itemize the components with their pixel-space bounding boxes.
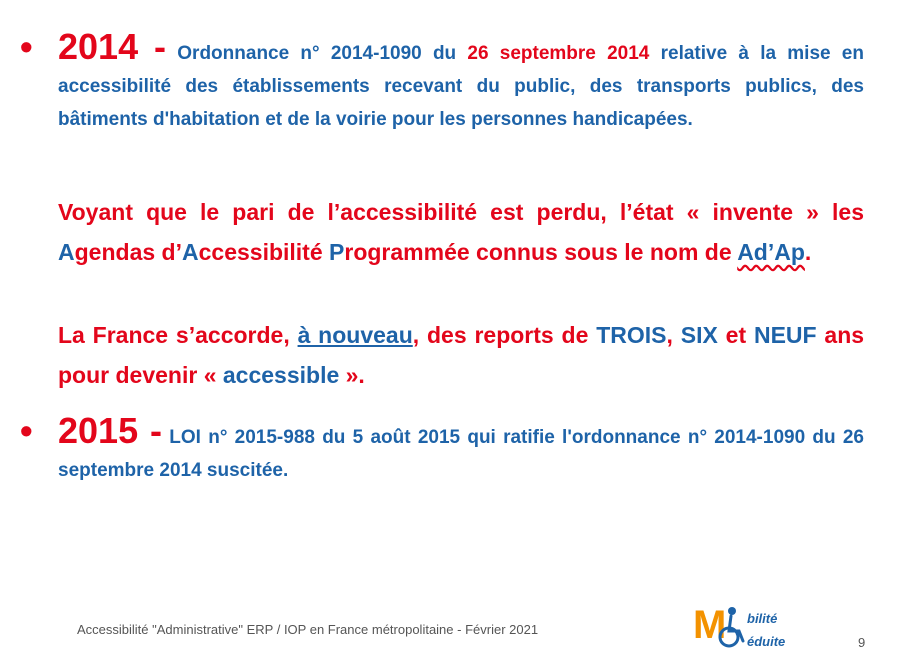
reports-comma: , — [666, 322, 673, 348]
logo-letter-m: M — [693, 603, 727, 647]
page-number: 9 — [858, 635, 866, 650]
paragraph-2015 — [58, 410, 864, 487]
reports-six: SIX — [680, 322, 718, 348]
reports-text: , des reports de — [412, 322, 589, 348]
adap-letter-p: P — [329, 239, 345, 265]
year-2014: 2014 - — [58, 26, 167, 67]
year-2015: 2015 - — [58, 410, 163, 451]
adap-letter-a2: A — [181, 239, 199, 265]
logo-text-reduite: éduite — [747, 634, 786, 649]
bullet-2014: • — [20, 26, 33, 67]
reports-neuf: NEUF — [753, 322, 817, 348]
logo-text-bilite: bilité — [747, 611, 778, 626]
adap-intro: Voyant que le pari de l’accessibilité est perdu, l’état « invente » les — [58, 199, 864, 225]
paragraph-2014 — [58, 26, 864, 136]
reports-accessible: accessible — [222, 362, 340, 388]
paragraph-reports — [58, 315, 864, 395]
reports-intro: La France s’accorde, — [58, 322, 290, 348]
reports-ans: ans pour devenir « — [58, 322, 865, 388]
loi-description: LOI n° 2015-988 du 5 août 2015 qui ratifie l'ordonnance n° 2014-1090 du 26 septembre 2014 suscitée. — [58, 427, 864, 481]
mobilite-reduite-logo — [693, 603, 803, 655]
reports-trois: TROIS — [596, 322, 667, 348]
footer-text: Accessibilité "Administrative" ERP / IOP en France métropolitaine - Février 2021 — [77, 622, 539, 637]
reports-close: ». — [345, 362, 365, 388]
reports-et: et — [725, 322, 747, 348]
adap-period: . — [804, 239, 812, 265]
adap-letter-a1: A — [58, 239, 75, 265]
bullet-2015: • — [20, 410, 33, 451]
adap-acronym: Ad’Ap — [737, 239, 805, 265]
ordonnance-description: relative à la mise en accessibilité des établissements recevant du public, des transports publics, des bâtiments d'habitation et de la voirie pour les personnes handicapées. — [58, 43, 864, 130]
paragraph-adap — [58, 192, 864, 272]
wheelchair-icon — [715, 605, 749, 649]
reports-a-nouveau: à nouveau — [297, 322, 413, 348]
ordonnance-ref: Ordonnance n° 2014-1090 du — [177, 43, 457, 64]
adap-text-agendas: gendas d’ — [74, 239, 182, 265]
adap-text-programmee: rogrammée connus sous le nom de — [344, 239, 732, 265]
ordonnance-date: 26 septembre 2014 — [467, 43, 650, 64]
adap-text-accessibilite: ccessibilité — [198, 239, 323, 265]
